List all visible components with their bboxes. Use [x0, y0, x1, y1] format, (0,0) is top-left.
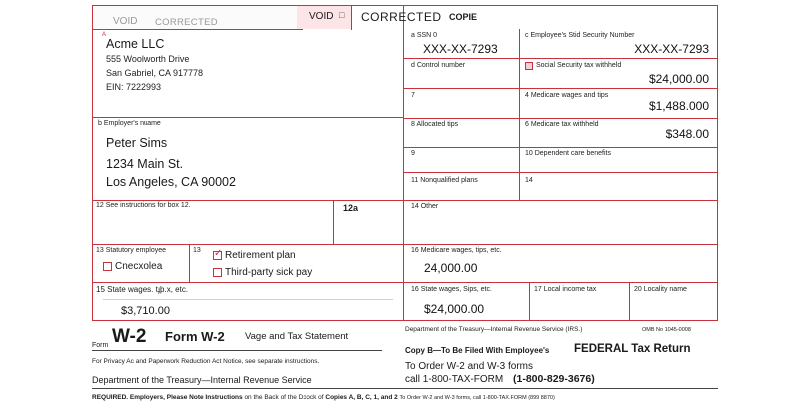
third-party-checkbox-icon[interactable] — [213, 268, 222, 277]
department-left: Department of the Treasury—Internal Revenue Service — [92, 375, 312, 385]
department-right: Department of the Treasury—Internal Revenue Service (IRS.) — [405, 326, 583, 333]
state-wages-value: $3,710.00 — [121, 305, 170, 317]
medicare-tax-value: $348.00 — [665, 127, 709, 141]
employer-address-2: San Gabriel, CA 917778 — [106, 68, 204, 78]
statutory-checkbox[interactable] — [103, 261, 162, 272]
checkmark-icon[interactable] — [213, 251, 222, 260]
required-notice-mid: on the Back of the Dɔɔck of — [244, 394, 324, 401]
box-a-value: XXX-XX-7293 — [423, 42, 498, 56]
box-12-label: 12 See instructions for box 12. — [96, 202, 191, 209]
federal-tax-return: FEDERAL Tax Return — [574, 343, 691, 355]
medicare-tax-label: 6 Medicare tax withheld — [525, 121, 599, 128]
retirement-plan-checkbox[interactable] — [213, 250, 296, 261]
retirement-plan-label: Retirement plan — [225, 250, 296, 261]
required-notice-end: To Order W-2 and W-3 forms, call 1-800-TAX.FORM (899 8870) — [399, 395, 555, 401]
irs-phone: (1-800-829-3676) — [513, 373, 595, 385]
medicare-wages-label: 4 Medicare wages and tips — [525, 92, 609, 99]
box-16-state-value: $24,000.00 — [424, 302, 485, 316]
void-label-gray: VOID — [113, 16, 138, 27]
privacy-notice: For Privacy Ac and Paperwork Reduction Act Notice, see separate instructions. — [92, 358, 320, 365]
employee-address-2: Los Angeles, CA 90002 — [106, 175, 236, 189]
box-a-label: a SSN 0 — [411, 32, 438, 39]
form-title-main: Form W-2 — [165, 329, 225, 344]
sst-value: $24,000.00 — [648, 72, 709, 86]
call-irs-text: call 1-800-TAX-FORM — [405, 374, 504, 385]
statutory-value: Cnecxolea — [115, 261, 163, 272]
third-party-sick-pay-checkbox[interactable] — [213, 267, 312, 278]
order-forms-text: To Order W-2 and W-3 forms — [405, 361, 533, 372]
box-14-label-top: 14 — [525, 177, 533, 184]
void-checkbox-label: VOID — [309, 11, 334, 22]
box-13-label: 13 — [193, 247, 201, 254]
statutory-checkbox-icon[interactable] — [103, 262, 112, 271]
copy-b-text: Copy B—To Be Filed With Employee's — [405, 346, 550, 355]
required-notice-bold: REQUIRED. Employers, Please Note Instructions — [92, 394, 243, 401]
dependent-care-label: 10 Dependent care benefits — [525, 150, 612, 157]
form-word: Form — [92, 342, 109, 349]
employee-name-label: b Employer's nɩɩame — [98, 120, 161, 127]
form-title-rest: Vage and Tax Statement — [245, 331, 349, 342]
employer-ein: EIN: 7222993 — [106, 82, 162, 92]
sst-label: Social Security tax withheld — [536, 62, 622, 69]
locality-name-label: 20 Locality name — [634, 286, 687, 293]
omb-number: OMB No 1045-0008 — [642, 327, 691, 333]
box-c-label: c Employee's Stid Security Number — [525, 32, 635, 39]
required-notice — [92, 394, 555, 401]
box-c-value: XXX-XX-7293 — [634, 42, 709, 56]
box-16-medicare-label: 16 Medicare wages, tips, etc. — [411, 247, 502, 254]
box-9-label: 9 — [411, 150, 415, 157]
void-checkbox-icon[interactable]: □ — [339, 10, 345, 20]
corrected-label-gray: CORRECTED — [155, 17, 218, 28]
employee-name: Peter Sims — [106, 136, 168, 150]
box-7-label: 7 — [411, 92, 415, 99]
corrected-checkbox-label[interactable]: CORRECTED — [361, 10, 442, 24]
employer-address-1: 555 Woolworth Drive — [106, 54, 190, 64]
nonqualified-plans-label: 11 Nonqualified plans — [411, 177, 478, 184]
w2-form — [92, 5, 718, 321]
box-d-label: d Control number — [411, 62, 466, 69]
box-16-state-label: 16 State wages, Sips, etc. — [411, 286, 492, 293]
local-income-tax-label: 17 Local income tax — [534, 286, 597, 293]
state-wages-label: 15 State wages. tɟþ.x, etc. — [96, 285, 189, 294]
employer-box-letter: A — [102, 32, 107, 38]
employee-address-1: 1234 Main St. — [106, 157, 184, 171]
required-notice-copies: Copies A, B, C, 1, and 2 — [325, 394, 398, 401]
box-16-medicare-value: 24,000.00 — [424, 261, 478, 275]
copy-label: COPIE — [449, 12, 478, 22]
medicare-wages-value: $1,488.000 — [648, 99, 709, 113]
w2-logo: W-2 — [112, 326, 147, 347]
third-party-sick-pay-label: Third-party sick pay — [225, 267, 313, 278]
box-12a-label: 12a — [343, 203, 359, 213]
sst-marker-icon — [525, 62, 533, 70]
employer-name: Acme LLC — [106, 37, 165, 51]
other-label: 14 Other — [411, 203, 439, 210]
allocated-tips-label: 8 Allocated tips — [411, 121, 459, 128]
box-13-statutory-label: 13 Statutory employee — [96, 247, 167, 254]
